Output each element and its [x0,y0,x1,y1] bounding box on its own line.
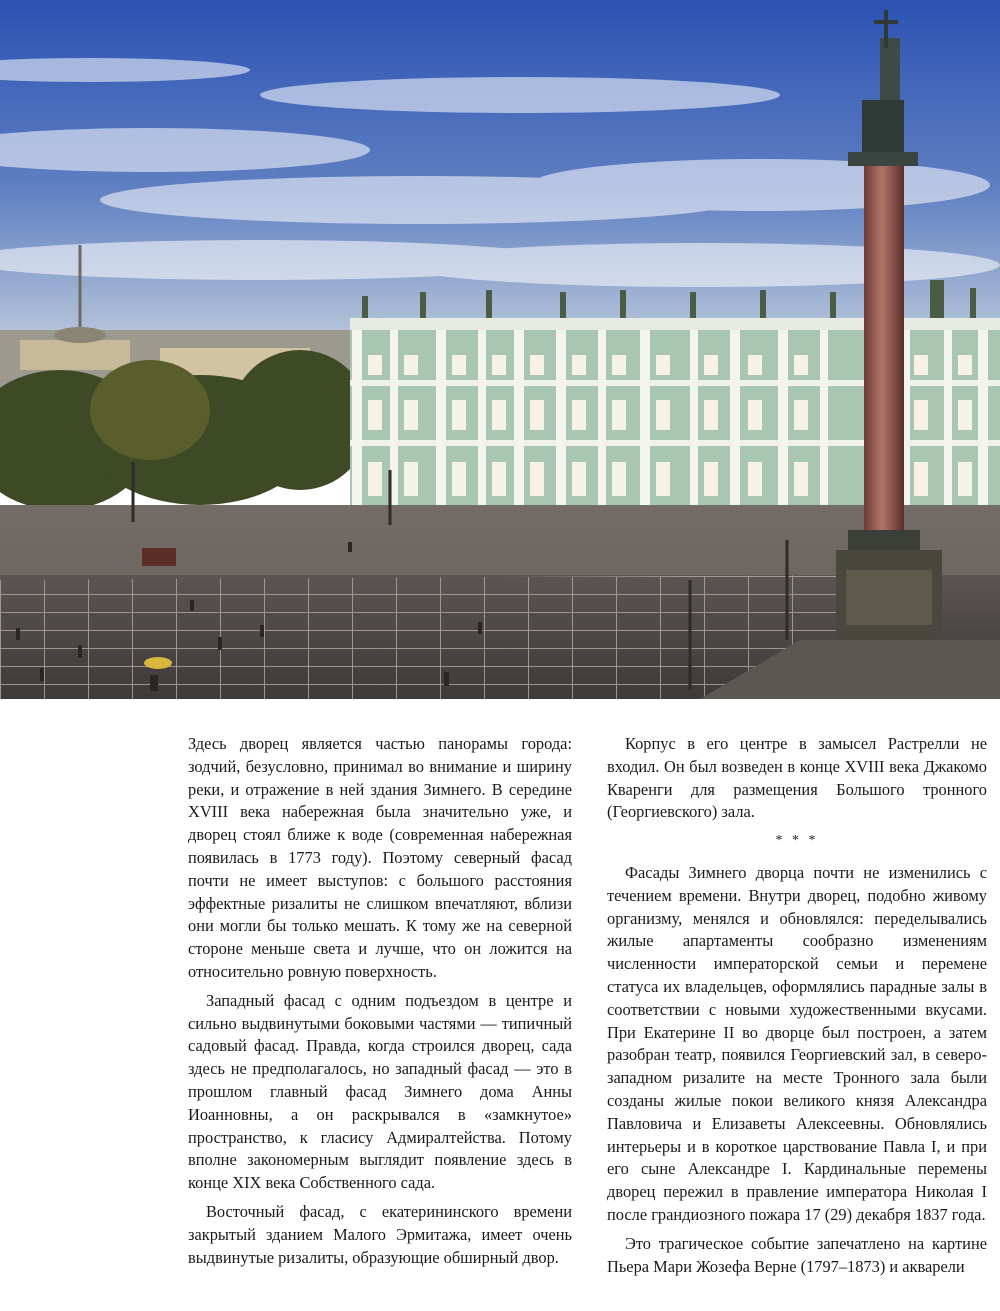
umbrella [144,657,172,669]
trees [0,350,370,510]
paragraph: Это трагическое событие запечатлено на картине Пьера Мари Жозефа Верне (1797–1873) и акварели [607,1233,987,1276]
paragraph: Западный фасад с одним подъездом в центре и сильно выдвинутыми боковыми частями — типичный садовый фасад. Правда, когда строился дворец, сада здесь не предполагалось, но западный фасад — это в прошлом главный фасад Зимнего дома Анны Иоанновны, а он раскрывался в «замкнутое» пространство, к гласису Адмиралтейства. Потому вполне закономерным выглядит появление здесь в конце XIX века Собственного сада. [188,990,572,1193]
paving-grid [0,575,860,699]
paragraph: Фасады Зимнего дворца почти не изменились с течением времени. Внутри дворец, подобно живому организму, менялся и обновлялся: переделывались жилые апартаменты сообразно изменениям численности императорской семьи и перемене статуса их владельцев, оформлялись парадные залы в соответствии с новыми художественными вкусами. При Екатерине II во дворце был построен, а затем разобран театр, появился Георгиевский зал, в северо-западном ризалите на месте Тронного зала были созданы жилые покои великого князя Александра Павловича и Елизаветы Алексеевны. Обновлялись интерьеры и в короткое царствование Павла I, и при его сыне Александре I. Кардинальные перемены дворец пережил в правление императора Николая I после грандиозного пожара 17 (29) декабря 1837 года. [607,862,987,1224]
paragraph: Здесь дворец является частью панорамы города: зодчий, безусловно, принимал во внимание и ширину реки, и отражение в ней здания Зимнего. В середине XVIII века набережная была значительно уже, и дворец стоял ближе к воде (современная набережная появилась в 1773 году). Поэтому северный фасад почти не имеет выступов: с большого расстояния эффектные ризалиты не слишком впечатляют, вблизи они могли бы только мешать. К тому же на северной стороне меньше света и лучше, что он ложится на относительно ровную поверхность. [188,734,572,981]
right-text-column [607,733,987,1284]
section-separator: * * * [775,833,819,849]
paragraph: Корпус в его центре в замысел Растрелли не входил. Он был возведен в конце XVIII века Джакомо Кваренги для размещения Большого тронного (Георгиевского) зала. [607,734,987,822]
left-text-column [188,733,572,1275]
paragraph: Восточный фасад, с екатерининского времени закрытый зданием Малого Эрмитажа, имеет очень выдвинутые ризалиты, образующие обширный двор. [188,1201,572,1267]
carriage [142,548,176,566]
